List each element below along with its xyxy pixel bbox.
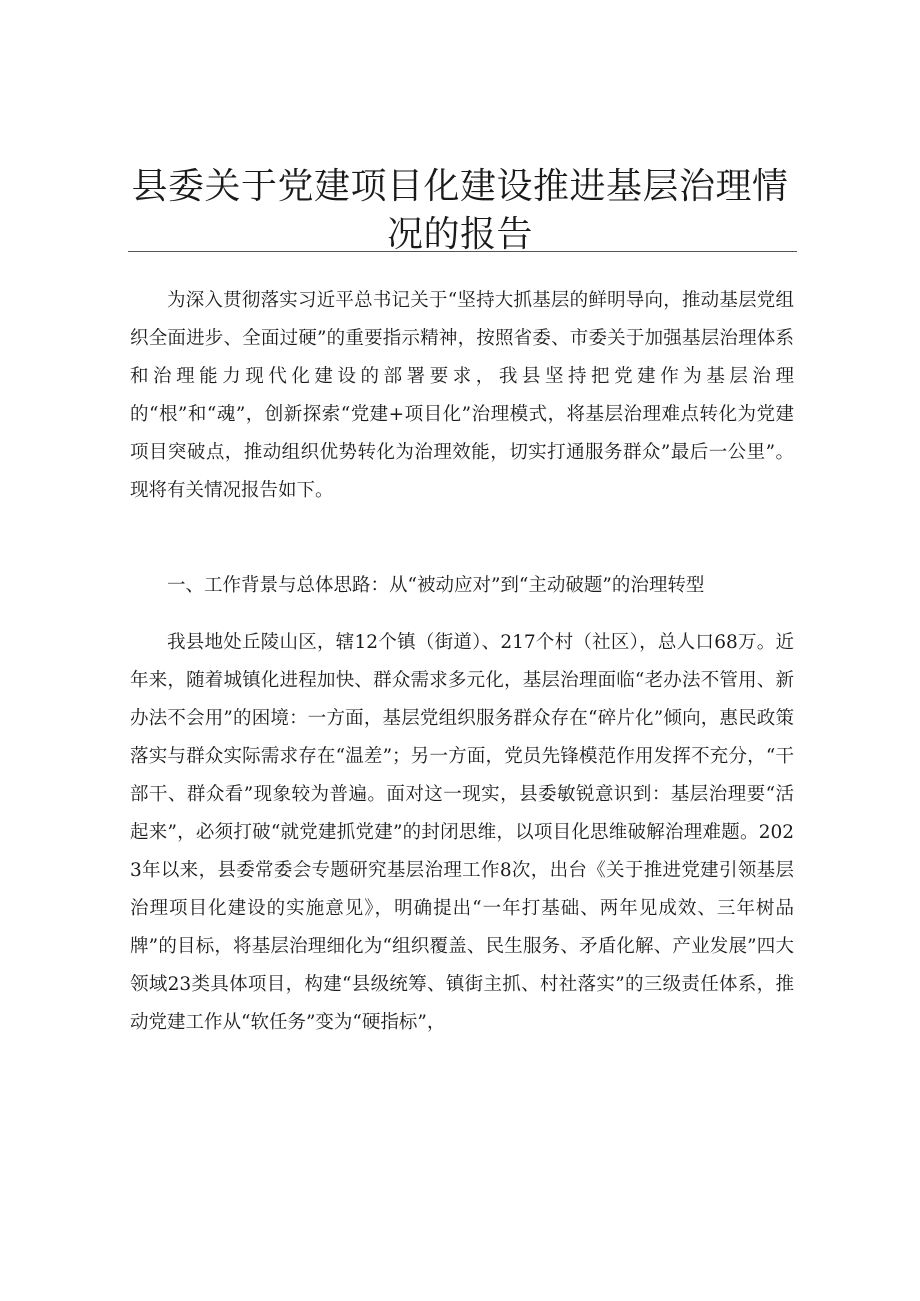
section-heading: 一、工作背景与总体思路：从“被动应对”到“主动破题”的治理转型 <box>167 575 705 596</box>
body-paragraph: 我县地处丘陵山区，辖12个镇（街道）、217个村（社区），总人口68万。近年来，随着城镇化进程加快、群众需求多元化，基层治理面临“老办法不管用、新办法不会用”的困境：一方面，基层党组织服务群众存在“碎片化”倾向，惠民政策落实与群众实际需求存在“温差”；另一方面，党员先锋模范作用发挥不充分，“干部干、群众看”现象较为普遍。面对这一现实，县委敏锐意识到：基层治理要“活起来”，必须打破“就党建抓党建”的封闭思维，以项目化思维破解治理难题。2023年以来，县委常委会专题研究基层治理工作8次，出台《关于推进党建引领基层治理项目化建设的实施意见》，明确提出“一年打基础、两年见成效、三年树品牌”的目标，将基层治理细化为“组织覆盖、民生服务、矛盾化解、产业发展”四大领域23类具体项目，构建“县级统筹、镇街主抓、村社落实”的三级责任体系，推动党建工作从“软任务”变为“硬指标”， <box>130 632 794 1033</box>
intro-paragraph: 为深入贯彻落实习近平总书记关于“坚持大抓基层的鲜明导向，推动基层党组织全面进步、全面过硬”的重要指示精神，按照省委、市委关于加强基层治理体系和治理能力现代化建设的部署要求，我县坚持把党建作为基层治理的“根”和“魂”，创新探索“党建+项目化”治理模式，将基层治理难点转化为党建项目突破点，推动组织优势转化为治理效能，切实打通服务群众”最后一公里”。现将有关情况报告如下。 <box>130 290 794 501</box>
document-title: 县委关于党建项目化建设推进基层治理情况的报告 <box>131 166 789 255</box>
title-divider <box>128 251 797 252</box>
